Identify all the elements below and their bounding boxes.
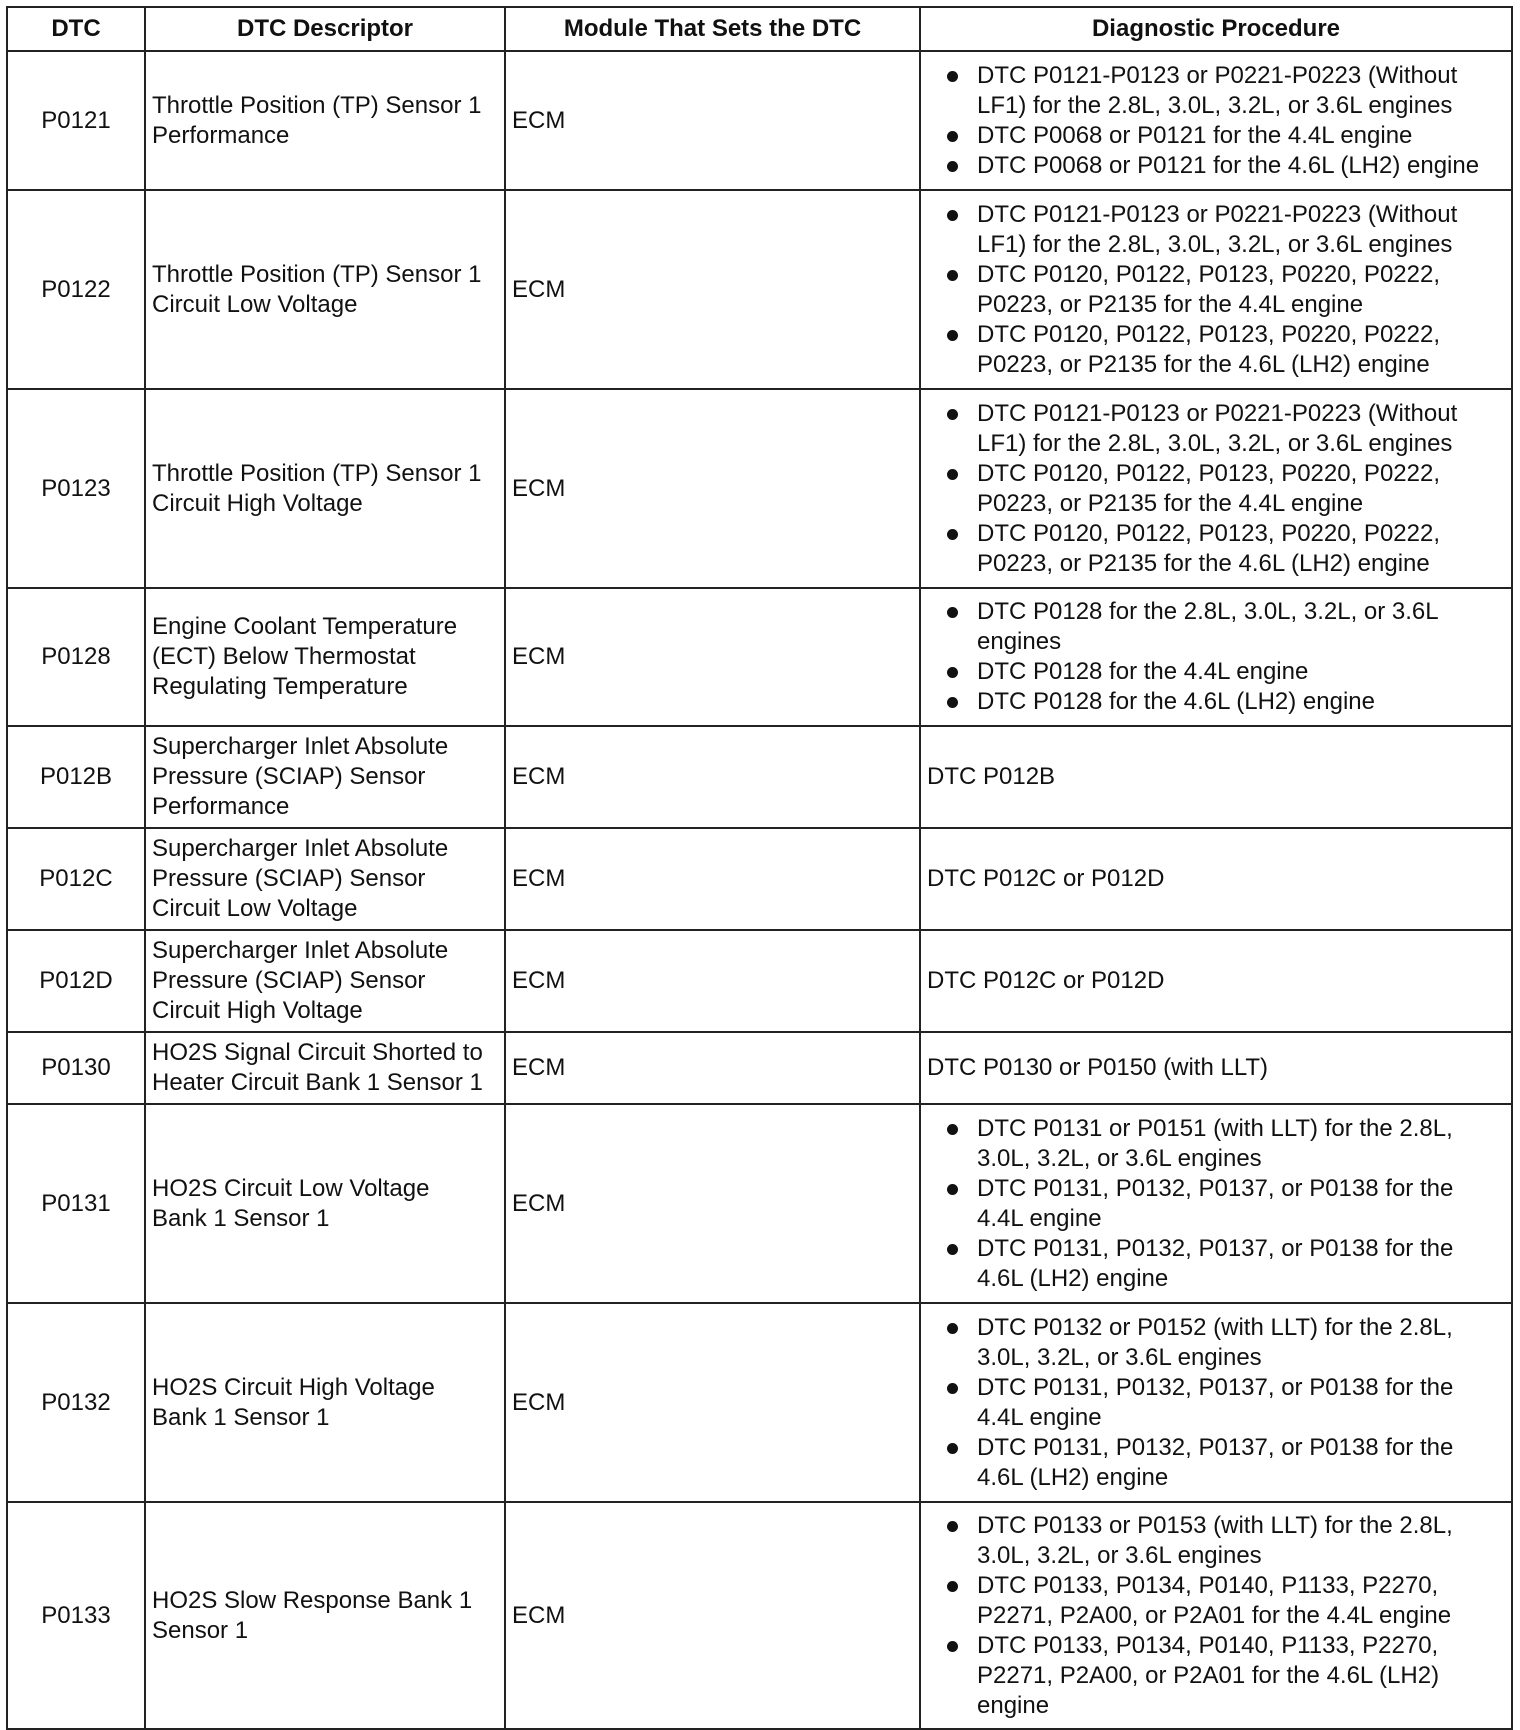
module: ECM bbox=[505, 1032, 920, 1104]
procedure-item bbox=[927, 1571, 1507, 1631]
procedure-item bbox=[927, 320, 1507, 380]
procedure-item bbox=[927, 657, 1507, 687]
descriptor-line: Throttle Position (TP) Sensor 1 bbox=[152, 91, 482, 119]
procedure-line: DTC P0068 or P0121 for the 4.4L engine bbox=[977, 121, 1413, 149]
descriptor-line: Pressure (SCIAP) Sensor bbox=[152, 967, 426, 994]
table-row bbox=[7, 588, 1512, 726]
procedure-item bbox=[927, 200, 1507, 260]
table-row bbox=[7, 1104, 1512, 1303]
descriptor-line: HO2S Circuit High Voltage bbox=[152, 1373, 435, 1401]
procedure-line: 4.4L engine bbox=[977, 1204, 1102, 1232]
procedure-line: engines bbox=[977, 628, 1062, 655]
dtc-descriptor bbox=[145, 51, 505, 190]
descriptor-line: Throttle Position (TP) Sensor 1 bbox=[152, 459, 482, 487]
procedure-line: 4.6L (LH2) engine bbox=[977, 1463, 1169, 1491]
diagnostic-procedure bbox=[920, 588, 1512, 726]
procedure-line: DTC P0121-P0123 or P0221-P0223 (Without bbox=[977, 399, 1458, 427]
descriptor-line: Throttle Position (TP) Sensor 1 bbox=[152, 260, 482, 288]
descriptor-line: Engine Coolant Temperature bbox=[152, 613, 458, 640]
procedure-line: DTC P0128 for the 2.8L, 3.0L, 3.2L, or 3.6L bbox=[977, 598, 1439, 625]
procedure-line: DTC P0133, P0134, P0140, P1133, P2270, bbox=[977, 1571, 1439, 1599]
descriptor-line: Sensor 1 bbox=[152, 1616, 249, 1644]
procedure-line: DTC P0132 or P0152 (with LLT) for the 2.8L, bbox=[977, 1313, 1453, 1341]
procedure-item bbox=[927, 260, 1507, 320]
dtc-code: P0122 bbox=[7, 190, 145, 389]
diagnostic-procedure bbox=[920, 190, 1512, 389]
procedure-line: DTC P0131, P0132, P0137, or P0138 for the bbox=[977, 1234, 1454, 1262]
dtc-descriptor bbox=[145, 1104, 505, 1303]
procedure-line: P2271, P2A00, or P2A01 for the 4.4L engine bbox=[977, 1601, 1452, 1629]
procedure-item bbox=[927, 151, 1507, 181]
diagnostic-procedure bbox=[920, 389, 1512, 588]
procedure-item bbox=[927, 1511, 1507, 1571]
dtc-descriptor bbox=[145, 930, 505, 1032]
procedure-item bbox=[927, 121, 1507, 151]
table-row bbox=[7, 190, 1512, 389]
dtc-table bbox=[6, 6, 1513, 1730]
procedure-item bbox=[927, 1234, 1507, 1294]
module: ECM bbox=[505, 51, 920, 190]
diagnostic-procedure bbox=[920, 1303, 1512, 1502]
descriptor-line: Supercharger Inlet Absolute bbox=[152, 835, 449, 862]
dtc-code: P012B bbox=[7, 726, 145, 828]
procedure-line: DTC P0131 or P0151 (with LLT) for the 2.8L, bbox=[977, 1114, 1453, 1142]
descriptor-line: Bank 1 Sensor 1 bbox=[152, 1204, 330, 1232]
diagnostic-procedure bbox=[920, 51, 1512, 190]
header-module: Module That Sets the DTC bbox=[505, 7, 920, 51]
procedure-line: 3.0L, 3.2L, or 3.6L engines bbox=[977, 1343, 1262, 1371]
table-row bbox=[7, 1303, 1512, 1502]
dtc-code: P0132 bbox=[7, 1303, 145, 1502]
module: ECM bbox=[505, 930, 920, 1032]
procedure-line: P2271, P2A00, or P2A01 for the 4.6L (LH2) bbox=[977, 1661, 1440, 1689]
procedure-line: DTC P0131, P0132, P0137, or P0138 for the bbox=[977, 1373, 1454, 1401]
module: ECM bbox=[505, 190, 920, 389]
descriptor-line: Circuit Low Voltage bbox=[152, 290, 358, 318]
procedure-line: 3.0L, 3.2L, or 3.6L engines bbox=[977, 1541, 1262, 1569]
module: ECM bbox=[505, 828, 920, 930]
procedure-item bbox=[927, 1313, 1507, 1373]
procedure-line: DTC P0133 or P0153 (with LLT) for the 2.8L, bbox=[977, 1511, 1453, 1539]
dtc-descriptor bbox=[145, 1032, 505, 1104]
procedure-line: 4.4L engine bbox=[977, 1403, 1102, 1431]
diagnostic-procedure: DTC P0130 or P0150 (with LLT) bbox=[920, 1032, 1512, 1104]
dtc-descriptor bbox=[145, 1502, 505, 1729]
procedure-item bbox=[927, 1631, 1507, 1721]
descriptor-line: Performance bbox=[152, 793, 290, 820]
procedure-line: LF1) for the 2.8L, 3.0L, 3.2L, or 3.6L engines bbox=[977, 91, 1453, 119]
dtc-descriptor bbox=[145, 1303, 505, 1502]
dtc-descriptor bbox=[145, 726, 505, 828]
table-row bbox=[7, 51, 1512, 190]
dtc-code: P0130 bbox=[7, 1032, 145, 1104]
procedure-line: DTC P0120, P0122, P0123, P0220, P0222, bbox=[977, 260, 1440, 288]
procedure-line: 3.0L, 3.2L, or 3.6L engines bbox=[977, 1144, 1262, 1172]
table-row bbox=[7, 1032, 1512, 1104]
procedure-line: 4.6L (LH2) engine bbox=[977, 1264, 1169, 1292]
procedure-line: P0223, or P2135 for the 4.4L engine bbox=[977, 489, 1364, 517]
procedure-line: DTC P0068 or P0121 for the 4.6L (LH2) engine bbox=[977, 151, 1480, 179]
procedure-item bbox=[927, 1114, 1507, 1174]
descriptor-line: HO2S Slow Response Bank 1 bbox=[152, 1586, 473, 1614]
procedure-line: DTC P0131, P0132, P0137, or P0138 for the bbox=[977, 1174, 1454, 1202]
diagnostic-procedure bbox=[920, 1502, 1512, 1729]
dtc-code: P0123 bbox=[7, 389, 145, 588]
module: ECM bbox=[505, 1303, 920, 1502]
procedure-item bbox=[927, 1433, 1507, 1493]
diagnostic-procedure: DTC P012C or P012D bbox=[920, 828, 1512, 930]
procedure-item bbox=[927, 1373, 1507, 1433]
module: ECM bbox=[505, 1502, 920, 1729]
procedure-line: LF1) for the 2.8L, 3.0L, 3.2L, or 3.6L engines bbox=[977, 429, 1453, 457]
procedure-item bbox=[927, 459, 1507, 519]
procedure-line: DTC P0120, P0122, P0123, P0220, P0222, bbox=[977, 320, 1440, 348]
descriptor-line: Pressure (SCIAP) Sensor bbox=[152, 763, 426, 790]
procedure-line: DTC P0131, P0132, P0137, or P0138 for the bbox=[977, 1433, 1454, 1461]
dtc-descriptor bbox=[145, 389, 505, 588]
procedure-line: P0223, or P2135 for the 4.4L engine bbox=[977, 290, 1364, 318]
header-dtc-descriptor: DTC Descriptor bbox=[145, 7, 505, 51]
procedure-line: engine bbox=[977, 1691, 1050, 1719]
descriptor-line: Supercharger Inlet Absolute bbox=[152, 937, 449, 964]
module: ECM bbox=[505, 588, 920, 726]
diagnostic-procedure: DTC P012B bbox=[920, 726, 1512, 828]
table-row bbox=[7, 389, 1512, 588]
dtc-code: P0128 bbox=[7, 588, 145, 726]
dtc-descriptor bbox=[145, 588, 505, 726]
procedure-line: DTC P0128 for the 4.4L engine bbox=[977, 658, 1309, 685]
descriptor-line: HO2S Circuit Low Voltage bbox=[152, 1174, 430, 1202]
descriptor-line: Pressure (SCIAP) Sensor bbox=[152, 865, 426, 892]
dtc-code: P0131 bbox=[7, 1104, 145, 1303]
descriptor-line: Regulating Temperature bbox=[152, 673, 408, 700]
procedure-item bbox=[927, 61, 1507, 121]
module: ECM bbox=[505, 726, 920, 828]
procedure-item bbox=[927, 519, 1507, 579]
descriptor-line: HO2S Signal Circuit Shorted to bbox=[152, 1039, 483, 1066]
procedure-item bbox=[927, 687, 1507, 717]
procedure-item bbox=[927, 399, 1507, 459]
table-row bbox=[7, 930, 1512, 1032]
table-header-row bbox=[7, 7, 1512, 51]
dtc-code: P012C bbox=[7, 828, 145, 930]
descriptor-line: Heater Circuit Bank 1 Sensor 1 bbox=[152, 1069, 483, 1096]
header-dtc: DTC bbox=[7, 7, 145, 51]
diagnostic-procedure bbox=[920, 1104, 1512, 1303]
procedure-line: DTC P0120, P0122, P0123, P0220, P0222, bbox=[977, 459, 1440, 487]
descriptor-line: Circuit High Voltage bbox=[152, 489, 363, 517]
header-diagnostic-procedure: Diagnostic Procedure bbox=[920, 7, 1512, 51]
dtc-code: P0133 bbox=[7, 1502, 145, 1729]
module: ECM bbox=[505, 389, 920, 588]
procedure-line: DTC P0121-P0123 or P0221-P0223 (Without bbox=[977, 200, 1458, 228]
procedure-line: P0223, or P2135 for the 4.6L (LH2) engine bbox=[977, 350, 1430, 378]
dtc-code: P0121 bbox=[7, 51, 145, 190]
diagnostic-procedure: DTC P012C or P012D bbox=[920, 930, 1512, 1032]
procedure-line: DTC P0121-P0123 or P0221-P0223 (Without bbox=[977, 61, 1458, 89]
procedure-line: DTC P0128 for the 4.6L (LH2) engine bbox=[977, 688, 1376, 715]
descriptor-line: Performance bbox=[152, 121, 290, 149]
module: ECM bbox=[505, 1104, 920, 1303]
table-row bbox=[7, 828, 1512, 930]
procedure-line: DTC P0133, P0134, P0140, P1133, P2270, bbox=[977, 1631, 1439, 1659]
procedure-line: P0223, or P2135 for the 4.6L (LH2) engine bbox=[977, 549, 1430, 577]
descriptor-line: (ECT) Below Thermostat bbox=[152, 643, 416, 670]
procedure-item bbox=[927, 597, 1507, 657]
procedure-item bbox=[927, 1174, 1507, 1234]
descriptor-line: Bank 1 Sensor 1 bbox=[152, 1403, 330, 1431]
procedure-line: DTC P0120, P0122, P0123, P0220, P0222, bbox=[977, 519, 1440, 547]
dtc-code: P012D bbox=[7, 930, 145, 1032]
table-row bbox=[7, 1502, 1512, 1729]
procedure-line: LF1) for the 2.8L, 3.0L, 3.2L, or 3.6L engines bbox=[977, 230, 1453, 258]
dtc-descriptor bbox=[145, 828, 505, 930]
descriptor-line: Supercharger Inlet Absolute bbox=[152, 733, 449, 760]
dtc-descriptor bbox=[145, 190, 505, 389]
descriptor-line: Circuit Low Voltage bbox=[152, 895, 358, 922]
table-row bbox=[7, 726, 1512, 828]
descriptor-line: Circuit High Voltage bbox=[152, 997, 363, 1024]
